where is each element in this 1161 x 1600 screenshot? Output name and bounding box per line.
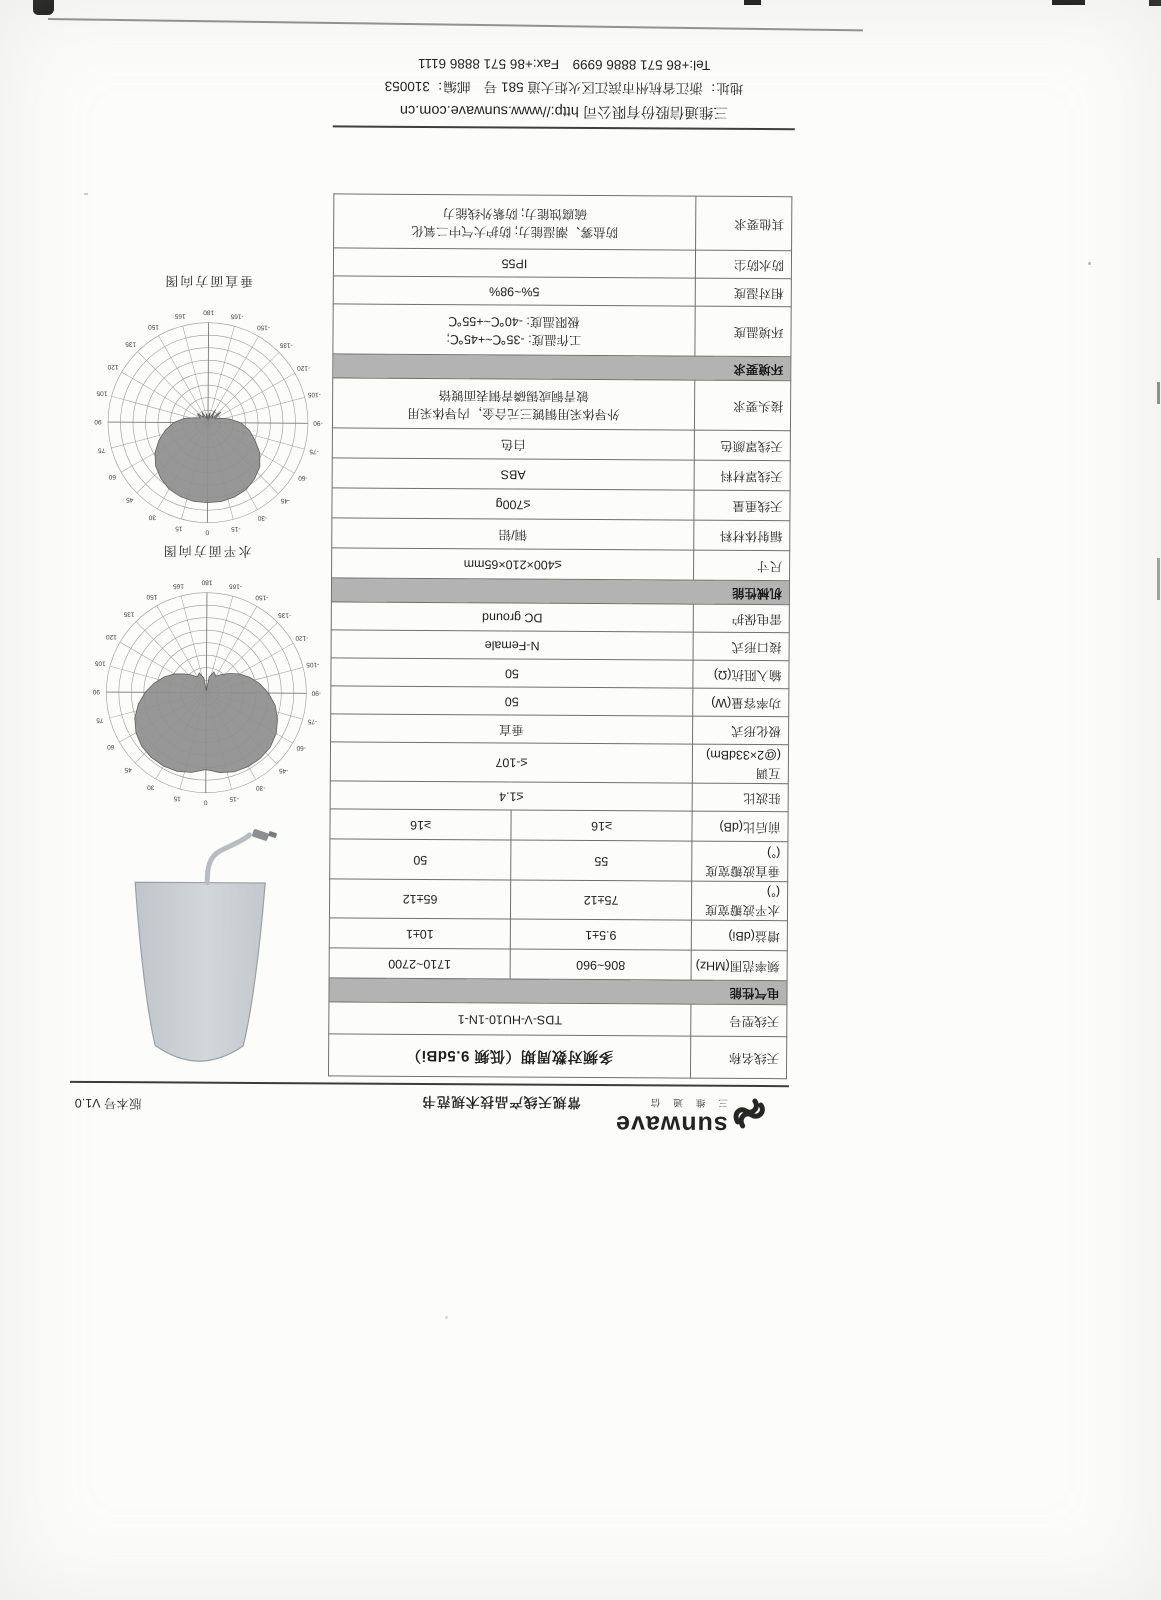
angle-tick-label: 45 — [126, 495, 134, 503]
chart-title-vertical: 垂直面方向图 — [163, 273, 254, 289]
spec-value: 多频对数周期（低频 9.5dBi） — [328, 1034, 690, 1078]
spec-row-19 — [332, 458, 790, 491]
rf-connector-tip — [268, 831, 277, 838]
angle-tick-label: -45 — [280, 496, 291, 504]
spec-value: ABS — [332, 458, 694, 490]
angle-tick-label: -135 — [279, 341, 293, 349]
feed-cable — [207, 835, 249, 883]
spec-row-1 — [329, 1002, 787, 1037]
scan-speck — [445, 1316, 448, 1319]
spec-label: 输入阻抗(Ω) — [693, 660, 789, 689]
scan-artifact — [1157, 382, 1160, 404]
angle-tick-label: 90 — [94, 417, 102, 426]
spec-row-4 — [329, 918, 787, 951]
angle-tick-label: -165 — [228, 582, 242, 590]
spec-label: 驻波比 — [692, 784, 788, 813]
spec-value: TDS-V-HU10-1N-1 — [329, 1002, 691, 1036]
spec-row-23 — [333, 304, 791, 357]
spec-label: 接口形式 — [693, 632, 789, 661]
spec-label: 功率容量(W) — [693, 688, 789, 717]
spec-value: 白色 — [332, 428, 694, 460]
angle-tick-label: -150 — [255, 593, 269, 601]
vertical-pattern-plot — [83, 297, 331, 542]
spec-row-5 — [329, 879, 787, 921]
spec-label: 垂直波瓣宽度(°) — [692, 842, 788, 882]
angle-tick-label: -30 — [256, 784, 266, 792]
antenna-photo — [80, 826, 329, 1080]
section-header: 机械性能 — [331, 578, 789, 605]
spec-row-9 — [330, 742, 788, 784]
spec-label: 极化形式 — [693, 716, 789, 745]
spec-value: 50 — [331, 658, 693, 688]
angle-tick-label: -45 — [278, 766, 289, 774]
header-divider — [70, 1081, 789, 1087]
chart-title-horizontal: 水平面方向图 — [161, 543, 252, 559]
logo-wordmark: sunwave — [615, 1110, 728, 1139]
spec-label: 雷电保护 — [693, 604, 789, 633]
company-line: 三维通信股份有限公司 http://www.sunwave.com.cn — [399, 101, 728, 120]
spec-label: 增益(dBi) — [691, 920, 787, 951]
spec-row-8 — [330, 781, 788, 812]
angle-tick-label: 30 — [147, 783, 155, 791]
angle-tick-label: -105 — [306, 660, 320, 668]
spec-value-high-band: ≥16 — [330, 809, 511, 840]
angle-tick-label: -60 — [298, 474, 308, 482]
angle-tick-label: 0 — [203, 798, 208, 806]
angle-tick-label: 180 — [203, 308, 215, 316]
angle-tick-label: 60 — [108, 473, 117, 481]
spec-label: 环境温度 — [695, 306, 791, 357]
angle-tick-label: -75 — [307, 717, 318, 725]
angle-tick-label: 120 — [107, 363, 119, 371]
scan-artifact — [1157, 558, 1160, 600]
spec-row-10 — [331, 714, 789, 745]
scan-artifact — [744, 0, 761, 5]
tel-line: Tel:+86 571 8886 6999 Fax:+86 571 8886 6111 — [418, 55, 711, 73]
angle-tick-label: 105 — [94, 659, 106, 667]
spec-value: 防盐雾、潮湿能力; 防护大气中二氧化 硫腐蚀能力; 防紫外线能力 — [334, 194, 696, 250]
spec-row-20 — [332, 428, 790, 461]
document-content — [59, 26, 796, 1142]
angle-tick-label: 75 — [96, 716, 104, 724]
angle-tick-label: 105 — [96, 389, 108, 397]
spec-value-low-band: 55 — [511, 841, 692, 881]
spec-value-low-band: 9.5±1 — [510, 919, 691, 950]
spec-label: 辐射体材料 — [694, 520, 790, 551]
angle-tick-label: 165 — [174, 312, 186, 320]
spec-label: 接头要求 — [694, 380, 790, 431]
spec-row-18 — [332, 488, 790, 521]
spec-value-low-band: 75±12 — [510, 880, 691, 920]
horizontal-pattern-plot — [82, 567, 330, 812]
spec-value: 5%~98% — [333, 276, 695, 306]
spec-row-7 — [330, 809, 788, 842]
spec-value-low-band: 806~960 — [510, 949, 691, 980]
logo-chinese-name: 三维通信 — [637, 1096, 728, 1108]
spec-label: 天线名称 — [690, 1036, 786, 1079]
scan-artifact — [33, 0, 54, 15]
spec-label: 天线型号 — [691, 1004, 787, 1037]
angle-tick-label: 30 — [148, 513, 157, 521]
spec-label: 相对湿度 — [695, 278, 791, 307]
angle-tick-label: 45 — [124, 765, 132, 773]
spec-value: 铜/铝 — [332, 518, 694, 550]
spec-label: 天线罩材料 — [694, 460, 790, 491]
spec-row-25 — [333, 248, 791, 279]
spec-value: ≤700g — [332, 488, 694, 520]
company-footer — [333, 51, 795, 124]
spec-label: 天线罩颜色 — [694, 430, 790, 461]
angle-tick-label: -120 — [297, 364, 311, 372]
spec-label: 尺寸 — [694, 550, 790, 581]
angle-tick-label: -75 — [309, 447, 319, 455]
spec-value: N-Female — [331, 630, 693, 660]
spec-row-0 — [328, 1034, 786, 1079]
spec-label: 天线重量 — [694, 490, 790, 521]
spec-value: ≤1.4 — [330, 781, 692, 811]
angle-tick-label: 135 — [125, 340, 137, 348]
angle-tick-label: 180 — [201, 578, 213, 586]
spec-value: ≤-107 — [330, 742, 692, 783]
spec-row-13 — [331, 630, 789, 661]
spec-value: 垂直 — [331, 714, 693, 744]
scan-speck — [1088, 262, 1091, 265]
spec-label: 水平波瓣宽度(°) — [691, 881, 787, 921]
angle-tick-label: 150 — [146, 593, 158, 601]
spec-value-high-band: 10±1 — [329, 918, 510, 949]
section-header: 环境要求 — [333, 354, 791, 381]
spec-value: 工作温度: -35℃~+45℃; 极限温度: -40℃~+55℃ — [333, 304, 695, 356]
section-header: 电气性能 — [329, 978, 787, 1005]
spec-label: 其他要求 — [696, 196, 792, 251]
rf-connector — [252, 829, 270, 842]
horizontal-pattern-chart — [82, 542, 331, 812]
angle-tick-label: -60 — [296, 744, 306, 752]
angle-tick-label: -165 — [230, 312, 244, 320]
angle-tick-label: 15 — [173, 794, 181, 802]
sunwave-logo — [615, 1096, 769, 1138]
angle-tick-label: -30 — [257, 514, 268, 522]
angle-tick-label: 0 — [205, 528, 210, 536]
angle-tick-label: -105 — [307, 390, 321, 398]
spec-row-24 — [333, 276, 791, 307]
angle-tick-label: 15 — [175, 524, 183, 532]
spec-value: 外导体采用铜镀三元合金，内导体采用 铍青铜或锡磷青铜表面镀铬 — [332, 378, 694, 430]
angle-tick-label: 90 — [92, 687, 100, 696]
address-line: 地址：浙江省杭州市滨江区火炬大道 581 号 邮编：310053 — [384, 78, 744, 96]
spec-value-high-band: 50 — [330, 839, 511, 879]
angle-tick-label: 135 — [123, 610, 135, 618]
document-title: 常规天线产品技术规范书 — [421, 1093, 581, 1110]
spec-row-16 — [332, 548, 790, 581]
spec-value: ≤400×210×65mm — [332, 548, 694, 580]
spec-value: 50 — [331, 686, 693, 716]
spec-row-26 — [334, 194, 792, 251]
version-label: 版本号 V1.0 — [74, 1095, 142, 1111]
spec-label: 互调(@2×33dBm) — [692, 744, 788, 784]
angle-tick-label: -150 — [257, 323, 271, 331]
spec-value-low-band: ≥16 — [511, 811, 692, 842]
spec-label: 防水防尘 — [695, 250, 791, 279]
spec-row-22 — [333, 354, 791, 381]
spec-row-21 — [332, 378, 790, 431]
angle-tick-label: 60 — [107, 743, 115, 751]
scan-artifact — [1052, 0, 1085, 5]
angle-tick-label: 150 — [148, 323, 160, 331]
angle-tick-label: -120 — [295, 634, 309, 642]
spec-table — [328, 194, 792, 1080]
angle-tick-label: 165 — [173, 582, 184, 590]
footer-divider — [333, 125, 795, 130]
angle-tick-label: 120 — [105, 633, 117, 641]
spec-value: IP55 — [333, 248, 695, 278]
spec-row-6 — [330, 839, 788, 881]
spec-row-3 — [329, 948, 787, 981]
sunwave-logo-icon — [731, 1098, 769, 1138]
radome-shape — [134, 882, 265, 1061]
angle-tick-label: -90 — [313, 419, 323, 427]
spec-label: 前后比(dB) — [692, 812, 788, 843]
angle-tick-label: 75 — [97, 446, 106, 454]
spec-row-17 — [332, 518, 790, 551]
spec-row-2 — [329, 978, 787, 1005]
scan-artifact — [1149, 0, 1161, 6]
spec-value-high-band: 65±12 — [329, 879, 510, 919]
spec-row-12 — [331, 658, 789, 689]
angle-tick-label: -15 — [229, 795, 239, 803]
spec-row-11 — [331, 686, 789, 717]
angle-tick-label: -15 — [231, 525, 241, 533]
angle-tick-label: -135 — [278, 611, 292, 619]
figures-column — [80, 263, 332, 1079]
spec-row-14 — [331, 602, 789, 633]
antenna-photo-image — [80, 826, 329, 1080]
vertical-pattern-chart — [83, 272, 332, 542]
spec-value: DC ground — [331, 602, 693, 632]
spec-row-15 — [331, 578, 789, 605]
spec-value-high-band: 1710~2700 — [329, 948, 510, 979]
angle-tick-label: -90 — [311, 689, 322, 697]
spec-label: 频率范围(MHz) — [691, 950, 787, 981]
